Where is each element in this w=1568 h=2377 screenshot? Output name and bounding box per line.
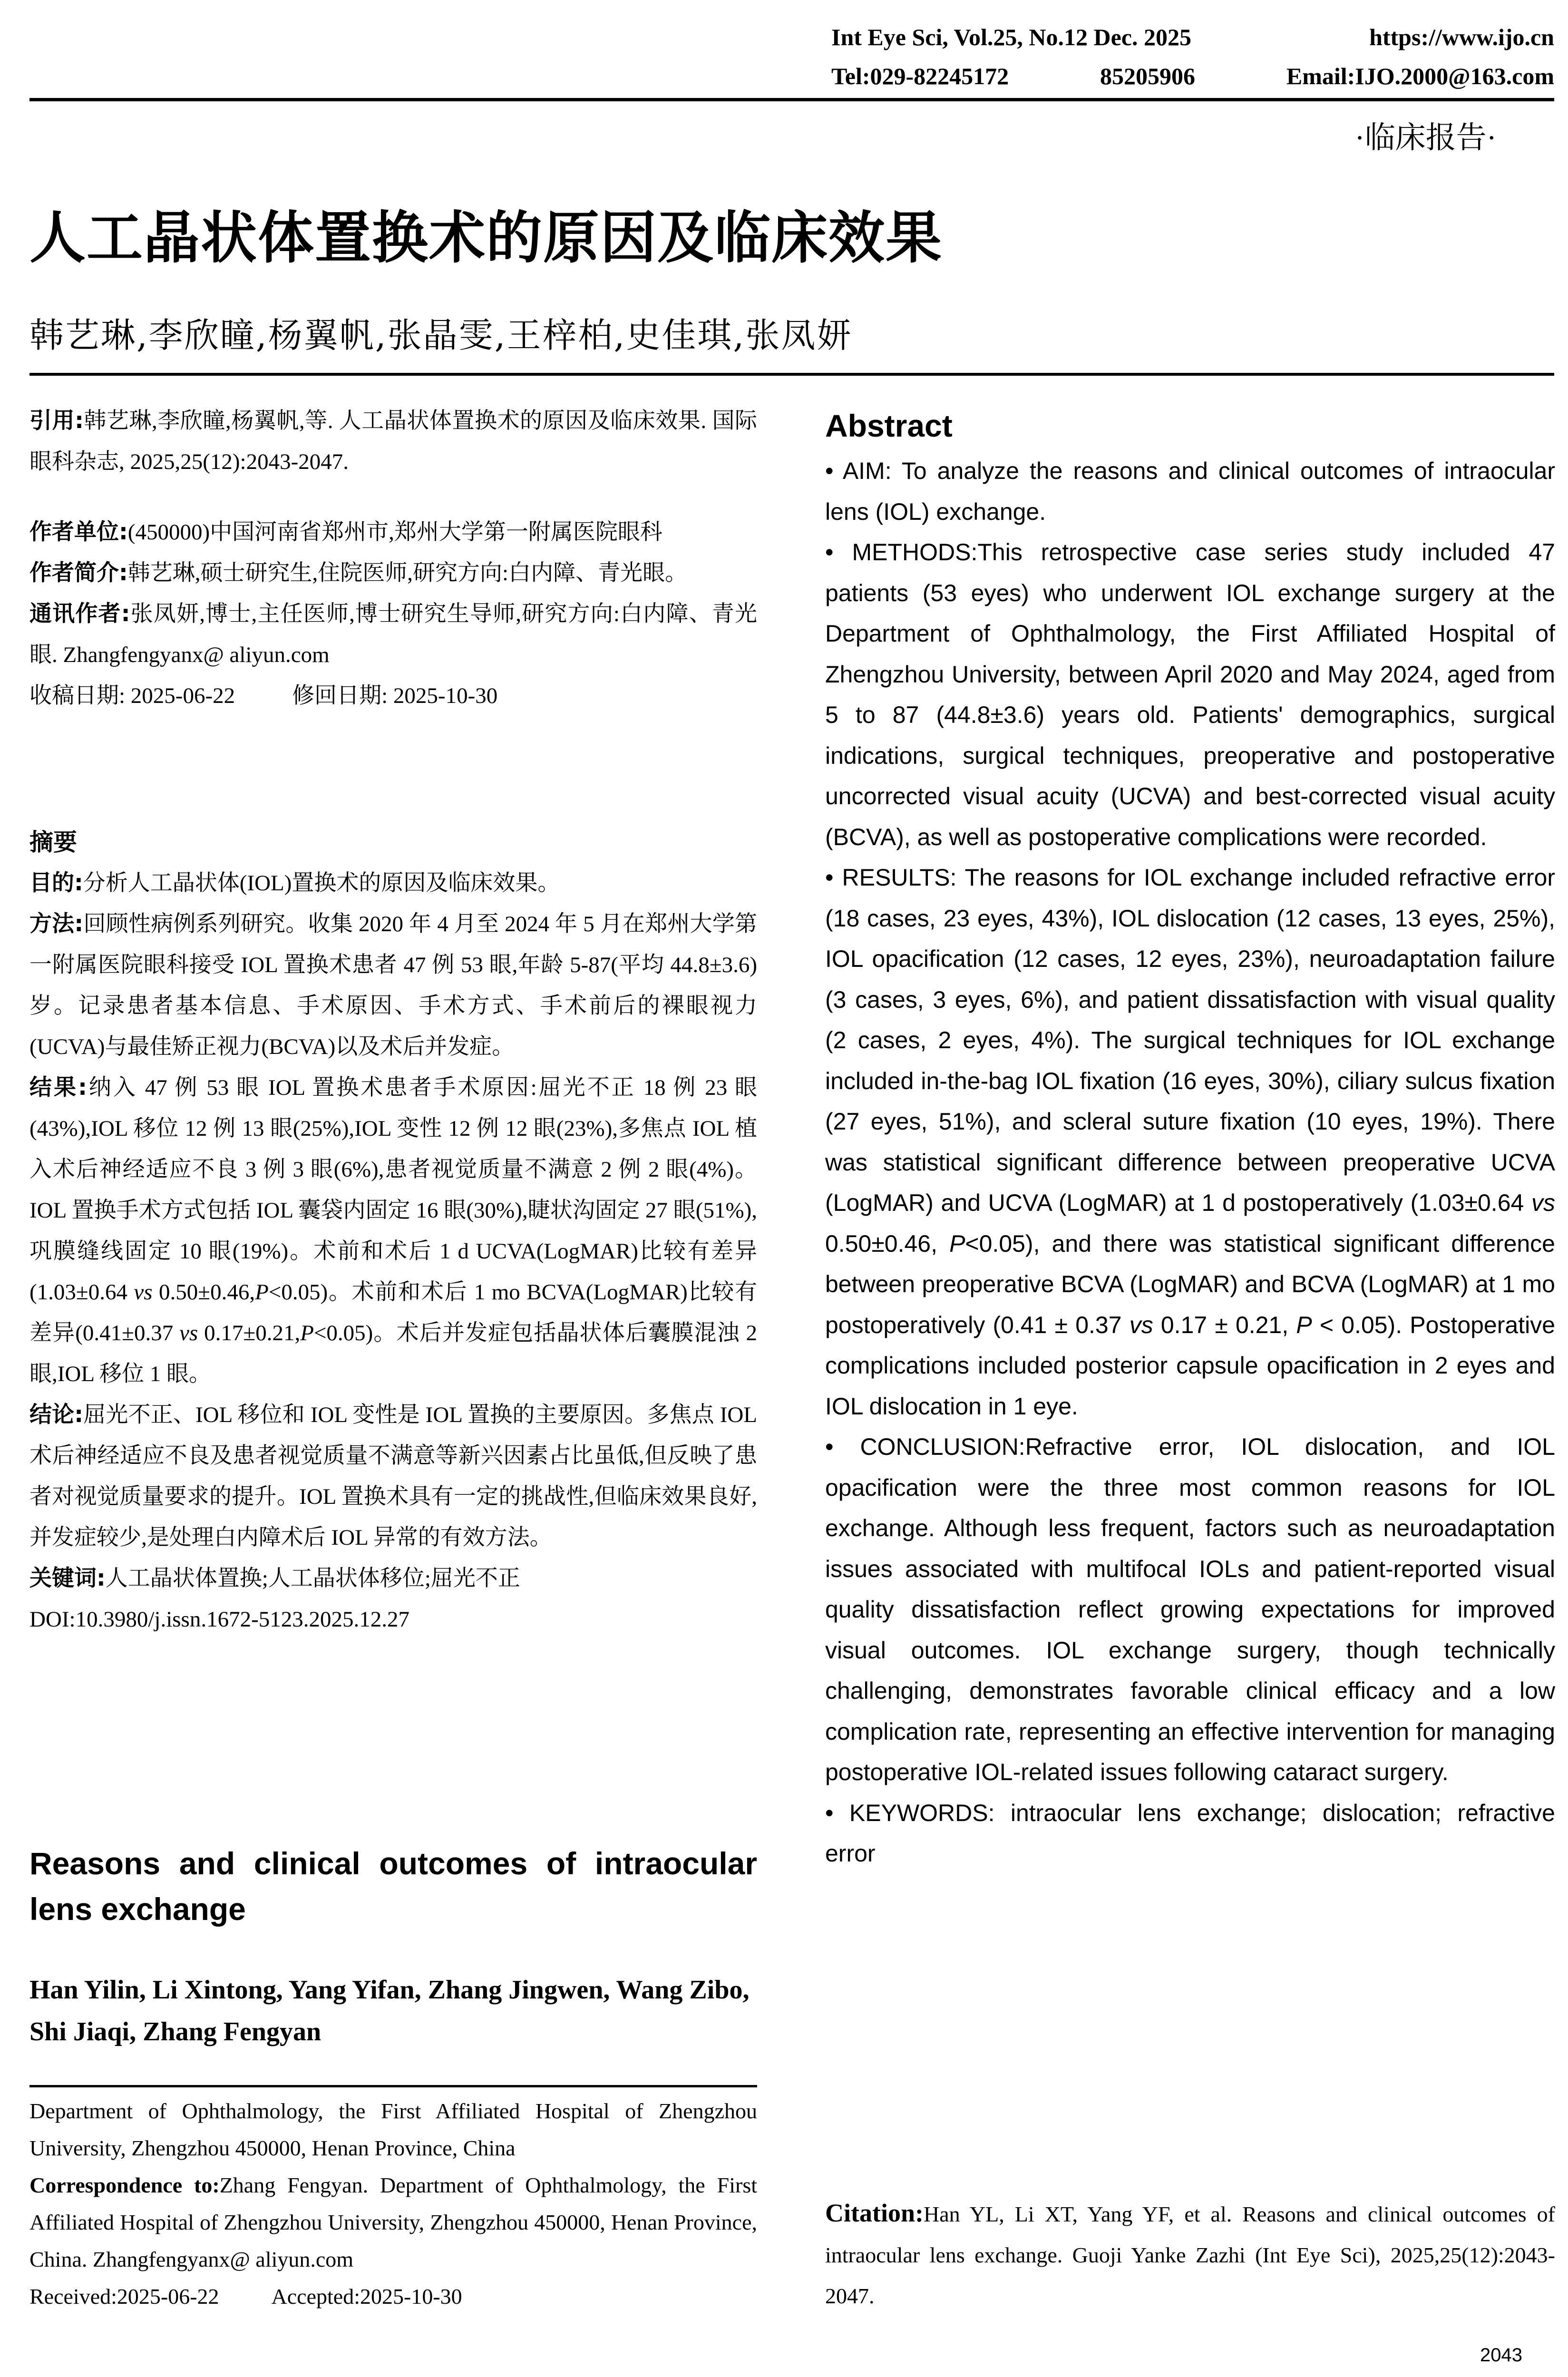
revised-date-cn: 修回日期: 2025-10-30 — [292, 683, 498, 708]
journal-tel-2: 85205906 — [1100, 63, 1195, 89]
cn-keywords: 关键词:人工晶状体置换;人工晶状体移位;屈光不正 — [29, 1565, 520, 1591]
journal-tel: Tel:029-82245172 — [831, 63, 1009, 89]
authors-cn: 韩艺琳,李欣瞳,杨翼帆,张晶雯,王梓柏,史佳琪,张凤妍 — [29, 315, 853, 355]
doi-link[interactable]: DOI:10.3980/j.issn.1672-5123.2025.12.27 — [29, 1607, 409, 1632]
cn-corresponding-author: 通讯作者:张凤妍,博士,主任医师,博士研究生导师,研究方向:白内障、青光眼. Zhangfengyanx@ aliyun.com — [29, 601, 757, 667]
title-divider — [29, 373, 1554, 376]
received-date-cn: 收稿日期: 2025-06-22 — [29, 683, 235, 708]
citation-text: Han YL, Li XT, Yang YF, et al. Reasons and clinical outcomes of intraocular lens exchange. Guoji Yanke Zazhi (Int Eye Sci), 2025,25(12):2043-2047. — [825, 2202, 1555, 2308]
received-date: Received:2025-06-22 — [29, 2284, 219, 2309]
journal-email-link[interactable]: Email:IJO.2000@163.com — [1286, 63, 1554, 89]
abstract-en — [825, 451, 1555, 1874]
abstract-conclusion: • CONCLUSION:Refractive error, IOL dislocation, and IOL opacification were the three most common reasons for IOL exchange. Although less frequent, factors such as neuroadaptation issues associated with multifocal IOLs and patient-reported visual quality dissatisfaction reflect growing expectations for improved visual outcomes. IOL exchange surgery, though technically challenging, demonstrates favorable clinical efficacy and a low complication rate, representing an effective intervention for managing postoperative IOL-related issues following cataract surgery. — [825, 1433, 1555, 1785]
abstract-keywords: • KEYWORDS: intraocular lens exchange; dislocation; refractive error — [825, 1799, 1555, 1867]
cn-abstract-methods: 方法:回顾性病例系列研究。收集 2020 年 4 月至 2024 年 5 月在郑州大学第一附属医院眼科接受 IOL 置换术患者 47 例 53 眼,年龄 5-87(平均 44.8±3.6)岁。记录患者基本信息、手术原因、手术方式、手术前后的裸眼视力(UCVA)与最佳矫正视力(BCVA)以及术后并发症。 — [29, 911, 757, 1059]
journal-issue: Int Eye Sci, Vol.25, No.12 Dec. 2025 — [831, 24, 1191, 50]
header-divider — [29, 98, 1554, 101]
citation-label: Citation: — [825, 2199, 924, 2227]
cn-dates — [29, 675, 757, 716]
article-title-en: Reasons and clinical outcomes of intraocular lens exchange — [29, 1846, 757, 1927]
running-header — [831, 23, 1554, 90]
cn-abstract-aim: 目的:分析人工晶状体(IOL)置换术的原因及临床效果。 — [29, 870, 560, 896]
cn-author-bio: 作者简介:韩艺琳,硕士研究生,住院医师,研究方向:白内障、青光眼。 — [29, 560, 688, 586]
abstract-aim: • AIM: To analyze the reasons and clinical outcomes of intraocular lens (IOL) exchange. — [825, 458, 1556, 525]
citation-en — [825, 2192, 1555, 2317]
section-tag: ·临床报告· — [1354, 121, 1497, 155]
affiliation-en — [29, 2093, 757, 2315]
cn-metadata-block — [29, 400, 757, 716]
authors-en: Han Yilin, Li Xintong, Yang Yifan, Zhang Jingwen, Wang Zibo, Shi Jiaqi, Zhang Fengyan — [29, 1975, 750, 2046]
article-title-cn: 人工晶状体置换术的原因及临床效果 — [29, 205, 943, 271]
correspondence: Correspondence to:Zhang Fengyan. Department of Ophthalmology, the First Affiliated Hospital of Zhengzhou University, Zhengzhou 450000, Henan Province, China. Zhangfengyanx@ aliyun.com — [29, 2173, 757, 2271]
accepted-date: Accepted:2025-10-30 — [271, 2284, 462, 2309]
abstract-heading: Abstract — [825, 408, 953, 443]
abstract-methods: • METHODS:This retrospective case series study included 47 patients (53 eyes) who underwent IOL exchange surgery at the Department of Ophthalmology, the First Affiliated Hospital of Zhengzhou University, between April 2020 and May 2024, aged from 5 to 87 (44.8±3.6) years old. Patients' demographics, surgical indications, surgical techniques, preoperative and postoperative uncorrected visual acuity (UCVA) and best-corrected visual acuity (BCVA), as well as postoperative complications were recorded. — [825, 539, 1555, 850]
affiliation-dept: Department of Ophthalmology, the First Affiliated Hospital of Zhengzhou University, Zhengzhou 450000, Henan Province, China — [29, 2099, 757, 2160]
cn-affiliation: 作者单位:(450000)中国河南省郑州市,郑州大学第一附属医院眼科 — [29, 519, 662, 545]
cn-citation: 引用:韩艺琳,李欣瞳,杨翼帆,等. 人工晶状体置换术的原因及临床效果. 国际眼科杂志, 2025,25(12):2043-2047. — [29, 408, 758, 474]
cn-abstract-conclusion: 结论:屈光不正、IOL 移位和 IOL 变性是 IOL 置换的主要原因。多焦点 IOL 术后神经适应不良及患者视觉质量不满意等新兴因素占比虽低,但反映了患者对视觉质量要求的提升。IOL 置换术具有一定的挑战性,但临床效果良好,并发症较少,是处理白内障术后 IOL 异常的有效方法。 — [29, 1402, 758, 1550]
cn-abstract-results: 结果:纳入 47 例 53 眼 IOL 置换术患者手术原因:屈光不正 18 例 23 眼(43%),IOL 移位 12 例 13 眼(25%),IOL 变性 12 例 12 眼(23%),多焦点 IOL 植入术后神经适应不良 3 例 3 眼(6%),患者视觉质量不满意 2 例 2 眼(4%)。IOL 置换手术方式包括 IOL 囊袋内固定 16 眼(30%),睫状沟固定 27 眼(51%),巩膜缝线固定 10 眼(19%)。术前和术后 1 d UCVA(LogMAR)比较有差异(1.03±0.64 vs 0.50±0.46,P<0.05)。术前和术后 1 mo BCVA(LogMAR)比较有差异(0.41±0.37 vs 0.17±0.21,P<0.05)。术后并发症包括晶状体后囊膜混浊 2 眼,IOL 移位 1 眼。 — [29, 1074, 758, 1386]
cn-abstract-heading: 摘要 — [29, 828, 77, 856]
cn-abstract — [29, 822, 757, 1640]
journal-website-link[interactable]: https://www.ijo.cn — [1369, 24, 1554, 50]
page-number: 2043 — [1480, 2345, 1522, 2366]
en-dates — [29, 2278, 757, 2315]
affiliation-divider — [29, 2085, 757, 2087]
abstract-results: • RESULTS: The reasons for IOL exchange included refractive error (18 cases, 23 eyes, 43%), IOL dislocation (12 cases, 13 eyes, 25%), IOL opacification (12 cases, 12 eyes, 23%), neuroadaptation failure (3 cases, 3 eyes, 6%), and patient dissatisfaction with visual quality (2 cases, 2 eyes, 4%). The surgical techniques for IOL exchange included in-the-bag IOL fixation (16 eyes, 30%), ciliary sulcus fixation (27 eyes, 51%), and scleral suture fixation (10 eyes, 19%). There was statistical significant difference between preoperative UCVA (LogMAR) and UCVA (LogMAR) at 1 d postoperatively (1.03±0.64 vs 0.50±0.46, P<0.05), and there was statistical significant difference between preoperative BCVA (LogMAR) and BCVA (LogMAR) at 1 mo postoperatively (0.41 ± 0.37 vs 0.17 ± 0.21, P < 0.05). Postoperative complications included posterior capsule opacification in 2 eyes and IOL dislocation in 1 eye. — [825, 864, 1556, 1420]
